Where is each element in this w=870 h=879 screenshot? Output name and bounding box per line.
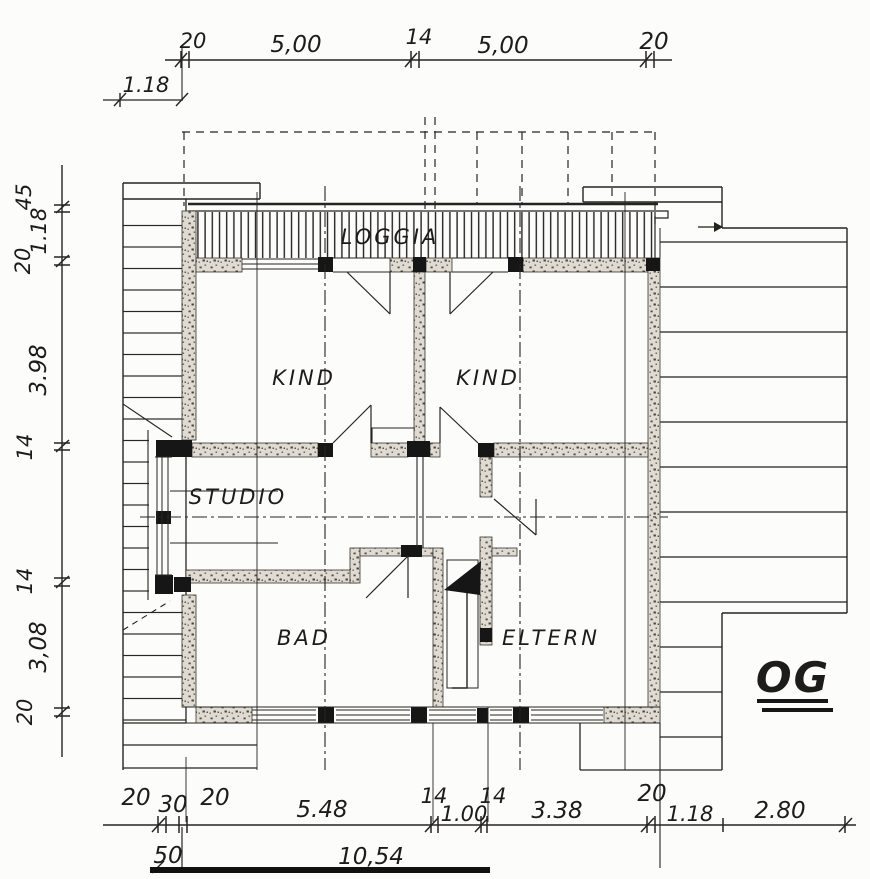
dim-bottom-10: 1.18 bbox=[666, 802, 714, 826]
dim-bottom-1: 20 bbox=[121, 785, 151, 811]
dim-bottom-5: 14 bbox=[420, 784, 448, 808]
dim-top-2: 5,00 bbox=[270, 32, 322, 58]
axis-lines bbox=[140, 186, 668, 770]
dim-bottom-2: 30 bbox=[158, 792, 188, 818]
dim-bottom-9: 20 bbox=[637, 781, 667, 807]
dim-top-1: 20 bbox=[179, 29, 207, 53]
room-label-studio: STUDIO bbox=[188, 485, 288, 509]
dim-top-3: 14 bbox=[405, 25, 433, 49]
floor-label-group bbox=[756, 653, 833, 710]
room-label-kind-right: KIND bbox=[456, 366, 520, 390]
dimension-chain-top bbox=[103, 47, 672, 107]
dim-left-6: 14 bbox=[13, 567, 37, 595]
dim-top-offset: 1.18 bbox=[122, 73, 170, 97]
dim-bottom2-2: 10,54 bbox=[338, 844, 404, 870]
dim-bottom-3: 20 bbox=[200, 785, 230, 811]
scale-bar bbox=[150, 867, 490, 873]
dim-bottom-7: 14 bbox=[479, 784, 507, 808]
dim-bottom-4: 5.48 bbox=[296, 797, 348, 823]
dim-bottom-8: 3.38 bbox=[531, 798, 583, 824]
room-label-bad: BAD bbox=[277, 626, 331, 650]
dim-top-5: 20 bbox=[639, 29, 669, 55]
floor-label: OG bbox=[755, 653, 831, 702]
room-label-loggia: LOGGIA bbox=[340, 225, 440, 249]
dim-bottom2-1: 50 bbox=[153, 843, 183, 869]
room-label-kind-left: KIND bbox=[272, 366, 336, 390]
dim-left-7: 3,08 bbox=[26, 621, 52, 673]
dim-bottom-6: 1.00 bbox=[440, 802, 488, 826]
stair-direction-arrow-icon bbox=[444, 561, 481, 595]
dim-left-1: 45 bbox=[12, 183, 36, 211]
stair-direction-line bbox=[452, 592, 467, 688]
dim-left-4: 3.98 bbox=[26, 344, 52, 396]
dim-left-3: 20 bbox=[11, 247, 35, 275]
dimension-chain-left bbox=[54, 165, 70, 757]
dim-left-8: 20 bbox=[13, 698, 37, 726]
dim-bottom-11: 2.80 bbox=[754, 798, 806, 824]
dim-left-5: 14 bbox=[13, 433, 37, 461]
room-label-eltern: ELTERN bbox=[502, 626, 600, 650]
dim-left-2: 1.18 bbox=[27, 207, 51, 255]
dim-top-4: 5,00 bbox=[477, 33, 529, 59]
